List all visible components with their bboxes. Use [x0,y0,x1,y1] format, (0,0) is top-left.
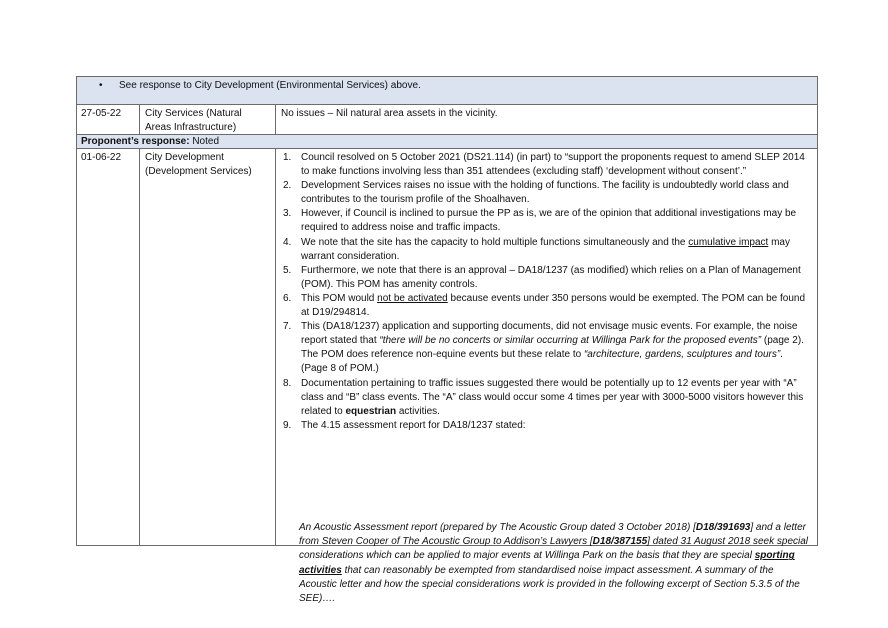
proponent-response-value: Noted [192,136,220,147]
responses-table [76,76,818,605]
department-line: City Services (Natural [145,108,242,119]
bullet-text: See response to City Development (Environmental Services) above. [119,80,421,91]
list-item: 8. Documentation pertaining to traffic issues suggested there would be potentially up to 12 events per year with “A” class and “B” class events. The “A” class would occur some 4 times per year with 3000-5000 visitors however this related to equestrian activities. [283,377,804,417]
assessment-quote: An Acoustic Assessment report (prepared by The Acoustic Group dated 3 October 2018) [D18/391693] and a letter from Steven Cooper of The Acoustic Group to Addison’s Lawyers [D18/387155] dated 31 August 2018 seek special considerations which can be applied to major events at Willinga Park on the basis that they are special sporting activities that can reasonably be exempted from standardised noise impact assessment. A summary of the Acoustic letter and how the special considerations work is provided in the following excerpt of Section 5.3.5 of the SEE)…. [299,522,809,605]
list-item: 9. The 4.15 assessment report for DA18/1237 stated: [283,419,526,431]
comment-cell: No issues – Nil natural area assets in the vicinity. [281,108,498,119]
document-reference: D18/391693 [695,522,751,533]
column-divider [139,105,140,134]
list-item: 6. This POM would not be activated because events under 350 persons would be exempted. The POM can be found at D19/294814. [283,292,806,319]
date-cell: 27-05-22 [81,108,122,119]
bullet-item [99,79,421,93]
table-row [77,105,817,135]
date-cell: 01-06-22 [81,152,122,163]
department-cell [145,151,273,179]
proponent-response-label: Proponent’s response: [81,136,190,147]
list-item: 3. However, if Council is inclined to pursue the PP as is, we are of the opinion that additional investigations may be required to address noise and traffic impacts. [283,208,797,234]
table-row [77,135,817,149]
list-item: 2. Development Services raises no issue with the holding of functions. The facility is undoubtedly world class and contributes to the tourism profile of the Shoalhaven. [283,180,789,206]
table-row [77,149,817,605]
column-divider [275,105,276,134]
document-reference: D18/387155 [592,536,648,548]
department-line: (Development Services) [145,166,252,177]
bullet-icon: • [99,80,103,91]
emphasis: sporting activities [299,550,795,576]
department-line: Areas Infrastructure) [145,122,237,133]
list-item: 7. This (DA18/1237) application and supporting documents, did not envisage music events. For example, the noise report stated that “there will be no concerts or similar occurring at Willinga Park for the proposed events” (page 2). The POM does reference non-equine events but these relate to “architecture, gardens, sculptures and tours”. (Page 8 of POM.) [283,321,804,375]
comment-list [281,151,811,433]
list-item: 4. We note that the site has the capacity to hold multiple functions simultaneously and the cumulative impact may warrant consideration. [283,236,790,262]
proponent-response [81,135,219,149]
column-divider [139,149,140,545]
department-cell [145,107,273,135]
list-item: 5. Furthermore, we note that there is an approval – DA18/1237 (as modified) which relies on a Plan of Management (POM). This POM has amenity controls. [283,264,801,290]
department-line: City Development [145,152,224,163]
table-row [77,77,817,105]
list-item: 1. Council resolved on 5 October 2021 (DS21.114) (in part) to “support the proponents request to amend SLEP 2014 to make functions involving less than 351 attendees (excluding staff) ‘development without consent’.” [283,152,805,178]
column-divider [275,149,276,545]
